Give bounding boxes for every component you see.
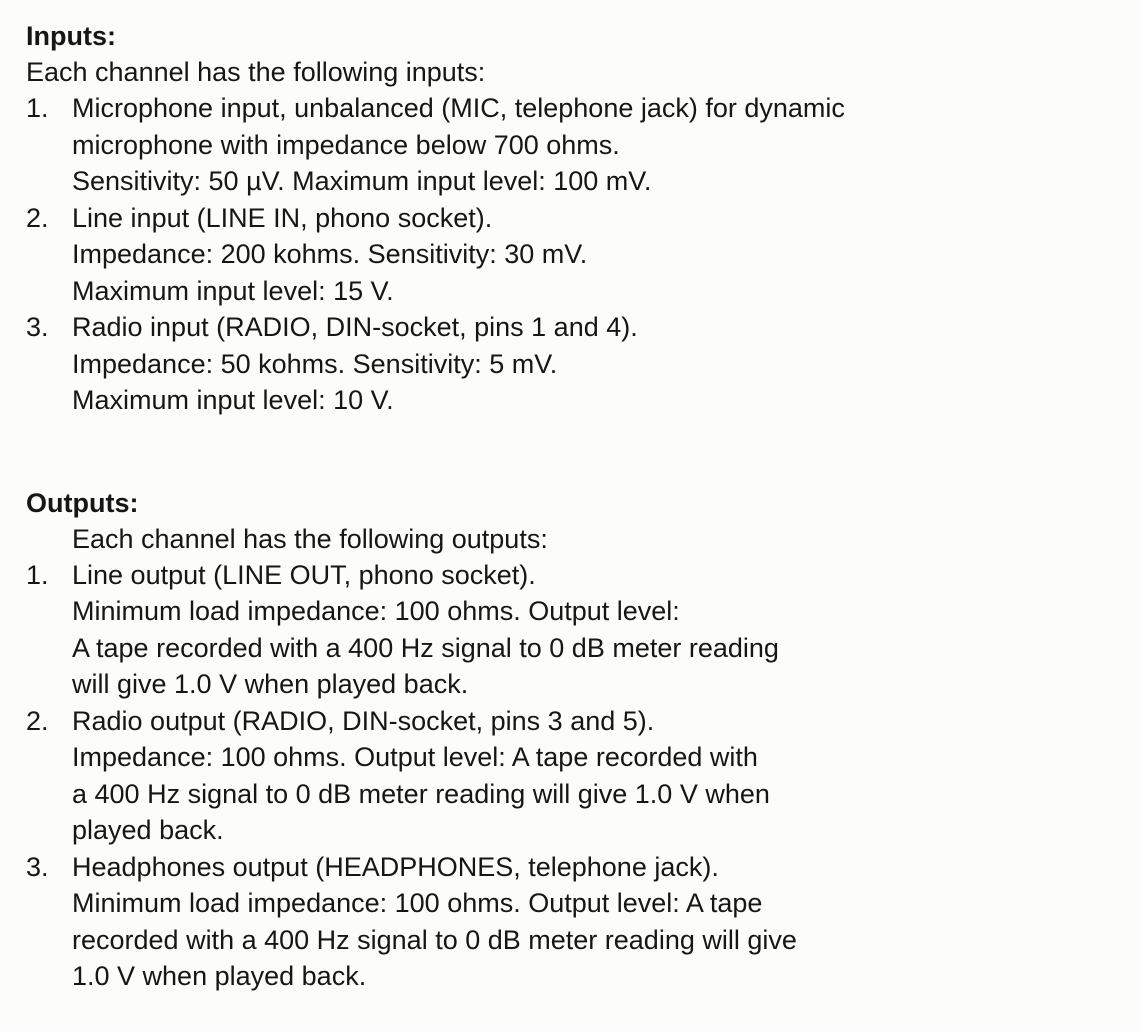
item-number: 3. [26, 851, 49, 882]
item-line: microphone with impedance below 700 ohms. [72, 129, 620, 160]
item-number: 2. [26, 705, 49, 736]
inputs-heading: Inputs: [26, 21, 116, 51]
item-line: will give 1.0 V when played back. [72, 669, 469, 699]
item-line: played back. [72, 815, 224, 845]
item-line: Line output (LINE OUT, phono socket). [72, 559, 536, 590]
item-line: Maximum input level: 10 V. [72, 385, 394, 415]
output-item-3 [26, 849, 1080, 995]
item-line: Microphone input, unbalanced (MIC, telephone jack) for dynamic [72, 93, 845, 123]
input-item-3 [26, 309, 1080, 419]
item-number: 1. [26, 559, 49, 590]
item-line: Impedance: 200 kohms. Sensitivity: 30 mV. [72, 239, 588, 269]
item-line: Impedance: 50 kohms. Sensitivity: 5 mV. [72, 348, 558, 379]
outputs-heading: Outputs: [26, 487, 139, 518]
item-line: a 400 Hz signal to 0 dB meter reading will give 1.0 V when [72, 778, 770, 809]
item-line: Impedance: 100 ohms. Output level: A tape recorded with [72, 742, 758, 772]
item-line: Minimum load impedance: 100 ohms. Output level: A tape [72, 888, 763, 918]
item-line: Headphones output (HEADPHONES, telephone jack). [72, 851, 719, 882]
item-line: A tape recorded with a 400 Hz signal to 0 dB meter reading [72, 632, 779, 663]
item-line: Radio input (RADIO, DIN-socket, pins 1 and 4). [72, 312, 638, 342]
item-number: 3. [26, 312, 49, 342]
inputs-list [26, 90, 1080, 419]
outputs-list [26, 557, 1080, 995]
item-line: Maximum input level: 15 V. [72, 275, 394, 306]
item-number: 2. [26, 202, 49, 233]
item-line: Line input (LINE IN, phono socket). [72, 202, 493, 233]
outputs-intro: Each channel has the following outputs: [72, 523, 548, 554]
inputs-section [26, 18, 1080, 419]
input-item-2 [26, 200, 1080, 310]
section-spacer [26, 419, 1080, 485]
item-line: Radio output (RADIO, DIN-socket, pins 3 and 5). [72, 705, 655, 736]
item-number: 1. [26, 93, 49, 123]
item-line: Minimum load impedance: 100 ohms. Output level: [72, 596, 680, 626]
outputs-section [26, 485, 1080, 995]
item-line: Sensitivity: 50 µV. Maximum input level: 100 mV. [72, 166, 652, 196]
input-item-1 [26, 90, 1080, 200]
output-item-1 [26, 557, 1080, 703]
item-line: recorded with a 400 Hz signal to 0 dB meter reading will give [72, 924, 797, 955]
output-item-2 [26, 703, 1080, 849]
item-line: 1.0 V when played back. [72, 961, 367, 991]
inputs-intro: Each channel has the following inputs: [26, 57, 486, 87]
